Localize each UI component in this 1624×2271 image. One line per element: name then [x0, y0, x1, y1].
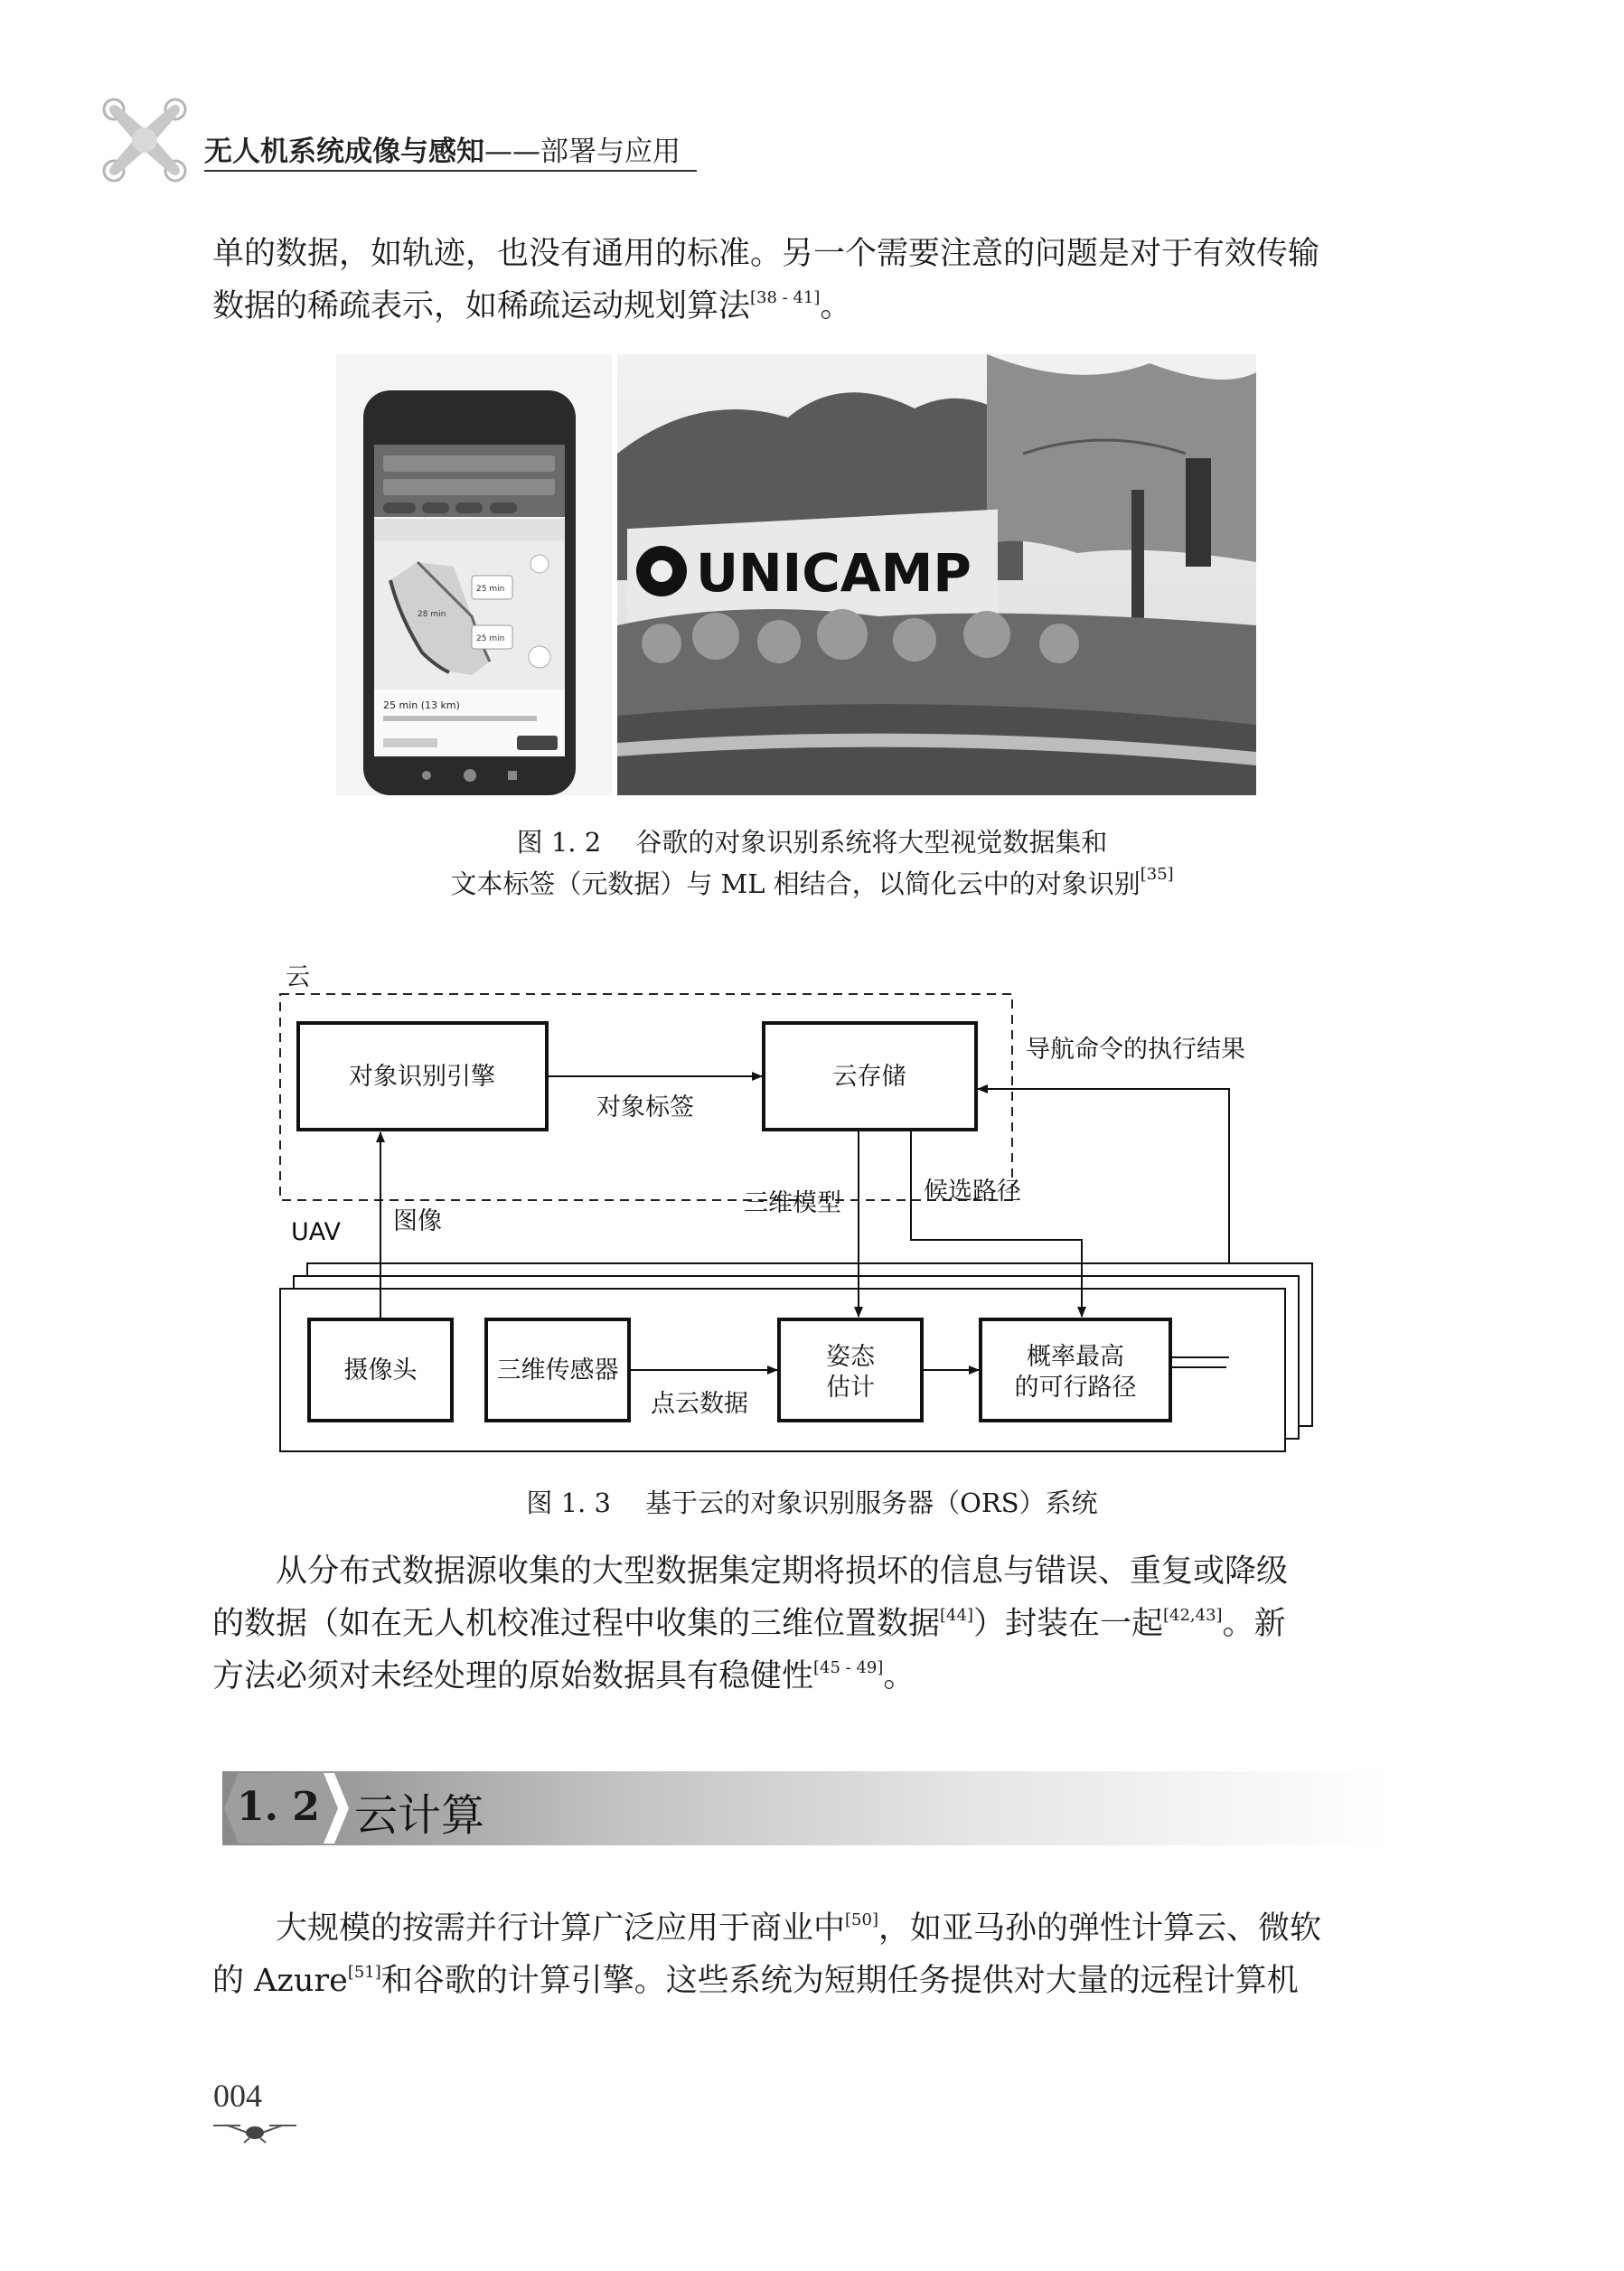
drone-logo-icon	[99, 95, 190, 185]
citation: [42,43]	[1162, 1606, 1223, 1625]
paragraph-2-line-1: 从分布式数据源收集的大型数据集定期将损坏的信息与错误、重复或降级	[276, 1553, 1289, 1590]
route-summary: 25 min (13 km)	[383, 699, 460, 711]
recognition-engine-label: 对象识别引擎	[349, 1063, 495, 1091]
citation: [45 - 49]	[813, 1658, 884, 1677]
figure-1-3-caption: 图 1. 3 基于云的对象识别服务器（ORS）系统	[526, 1487, 1098, 1518]
nav-result-text: 导航命令的执行结果	[1026, 1036, 1245, 1064]
citation: [51]	[347, 1963, 381, 1982]
header-rule	[204, 170, 697, 172]
figure-1-3-diagram	[271, 949, 1356, 1473]
page-number: 004	[213, 2078, 262, 2114]
camera-box	[309, 1319, 452, 1421]
route-card-time-2: 25 min	[476, 634, 505, 643]
section-number: 1. 2	[237, 1784, 320, 1830]
uav-label: UAV	[291, 1218, 341, 1246]
drone-footer-icon	[210, 2118, 300, 2144]
path-label-line-1: 概率最高	[1027, 1343, 1124, 1371]
paragraph-1	[212, 228, 1383, 333]
model-3d-text: 三维模型	[744, 1189, 841, 1217]
citation: [50]	[845, 1910, 878, 1929]
paragraph-3	[212, 1902, 1383, 2007]
cloud-storage-box	[764, 1023, 976, 1130]
route-time: 28 min	[418, 610, 446, 619]
object-label-text: 对象标签	[596, 1093, 694, 1121]
paragraph-2-line-3: 方法必须对未经处理的原始数据具有稳健性[45 - 49]。	[212, 1658, 915, 1694]
path-label-line-2: 的可行路径	[1014, 1374, 1137, 1402]
point-cloud-text: 点云数据	[651, 1390, 748, 1418]
figure-1-2-caption-line-2: 文本标签（元数据）与 ML 相结合，以简化云中的对象识别[35]	[450, 865, 1174, 899]
citation: [44]	[940, 1606, 973, 1625]
sensor-3d-box	[486, 1319, 629, 1421]
paragraph-3-line-1: 大规模的按需并行计算广泛应用于商业中[50]，如亚马孙的弹性计算云、微软	[276, 1910, 1321, 1947]
figure-1-2-caption-line-1: 图 1. 2 谷歌的对象识别系统将大型视觉数据集和	[516, 827, 1108, 858]
paragraph-1-line-1: 单的数据，如轨迹，也没有通用的标准。另一个需要注意的问题是对于有效传输	[212, 236, 1320, 272]
sensor-3d-label: 三维传感器	[496, 1356, 619, 1384]
feasible-path-box	[981, 1319, 1170, 1421]
sign-unicamp: UNICAMP	[696, 542, 972, 604]
image-text: 图像	[393, 1207, 442, 1235]
candidate-path-text: 候选路径	[924, 1178, 1021, 1206]
recognition-engine-box	[298, 1023, 547, 1130]
paragraph-2	[212, 1545, 1383, 1703]
figure-1-2-photo	[336, 354, 1256, 795]
paragraph-1-line-2: 数据的稀疏表示，如稀疏运动规划算法[38 - 41]。	[212, 288, 852, 324]
pose-label-line-1: 姿态	[826, 1343, 875, 1371]
section-title: 云计算	[354, 1790, 485, 1841]
pose-estimation-box	[779, 1319, 922, 1421]
citation: [35]	[1140, 865, 1174, 884]
pose-label-line-2: 估计	[826, 1374, 875, 1402]
paragraph-3-line-2: 的 Azure[51]和谷歌的计算引擎。这些系统为短期任务提供对大量的远程计算机	[212, 1963, 1299, 1999]
header-title: 无人机系统成像与感知——部署与应用	[204, 136, 681, 168]
route-card-time: 25 min	[476, 585, 505, 594]
smartphone	[363, 390, 576, 795]
camera-label: 摄像头	[343, 1356, 418, 1384]
cloud-storage-label: 云存储	[832, 1063, 906, 1091]
campus-photo	[617, 354, 1256, 795]
citation: [38 - 41]	[750, 288, 821, 307]
cloud-label: 云	[286, 963, 310, 991]
unicamp-logo-icon	[636, 546, 687, 596]
paragraph-2-line-2: 的数据（如在无人机校准过程中收集的三维位置数据[44]）封装在一起[42,43]。新	[212, 1606, 1286, 1642]
